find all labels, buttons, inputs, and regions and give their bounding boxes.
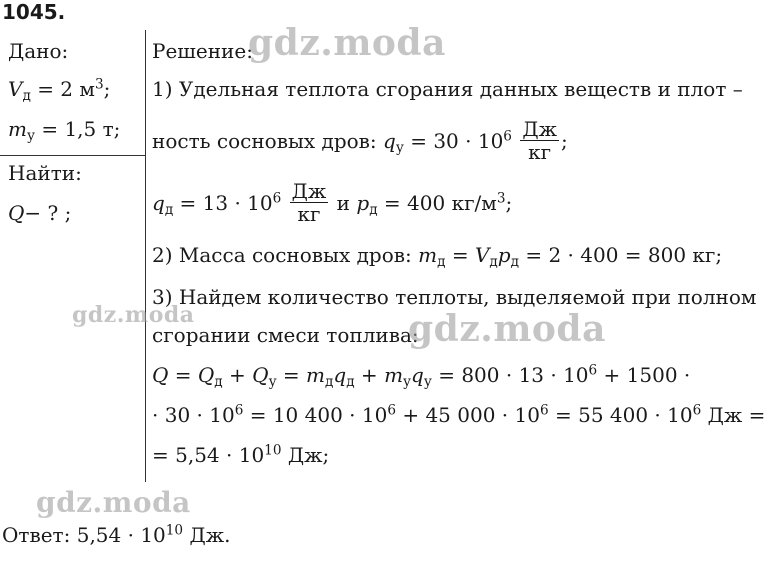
given-mass-value: = 1,5 т; — [41, 117, 121, 141]
calc-part3: + 45 000 · 10 — [395, 403, 540, 427]
vertical-divider — [145, 30, 146, 482]
symbol-q: q — [383, 129, 396, 153]
symbol-q: q — [411, 363, 424, 387]
watermark: gdz.moda — [72, 302, 195, 328]
sub-d: д — [510, 253, 519, 270]
sub-d: д — [22, 87, 31, 104]
exp-6: 6 — [272, 190, 282, 207]
q-line-mid: = 800 · 13 · 10 — [431, 363, 589, 387]
calc-part1: · 30 · 10 — [152, 403, 235, 427]
semicolon: ; — [560, 129, 568, 153]
given-mass — [8, 116, 120, 142]
sub-d: д — [489, 253, 498, 270]
answer-exp: 10 — [165, 522, 184, 539]
sub-y: у — [423, 373, 432, 390]
sub-d: д — [214, 373, 223, 390]
given-volume — [8, 76, 110, 102]
symbol-p: p — [356, 191, 370, 215]
calc-part5: Дж = — [701, 403, 765, 427]
unit-numerator: Дж — [522, 117, 557, 141]
exp-6: 6 — [387, 402, 396, 419]
answer-label: Ответ: — [2, 523, 77, 547]
qd-value: = 13 · 10 — [173, 191, 273, 215]
unit-fraction — [290, 180, 329, 225]
eq: = — [168, 363, 198, 387]
find-q-text: − ? ; — [24, 201, 72, 225]
symbol-q-big: Q — [8, 201, 25, 225]
find-title: Найти: — [8, 161, 82, 185]
pd-value: = 400 кг/м — [377, 191, 497, 215]
step2-line — [152, 242, 722, 268]
symbol-p: p — [497, 243, 511, 267]
q-equation-line — [152, 362, 690, 388]
exp-10: 10 — [264, 442, 282, 459]
symbol-m: m — [384, 363, 404, 387]
symbol-m: m — [306, 363, 326, 387]
symbol-m: m — [418, 243, 438, 267]
solution-title: Решение: — [152, 39, 253, 63]
eq: = — [276, 363, 307, 387]
exp-6: 6 — [503, 128, 512, 145]
step1-line3 — [152, 179, 513, 227]
given-volume-value: = 2 м — [37, 77, 95, 101]
symbol-q: q — [152, 191, 165, 215]
unit-denominator: кг — [528, 140, 552, 164]
symbol-q-big: Q — [197, 363, 215, 387]
symbol-q-big: Q — [152, 363, 169, 387]
watermark: gdz.moda — [408, 308, 606, 350]
symbol-m: m — [8, 117, 27, 141]
step2-eq: = 2 · 400 = 800 кг; — [518, 243, 723, 267]
step1-line2 — [152, 117, 568, 165]
symbol-q: q — [333, 363, 347, 387]
unit-denominator: кг — [297, 202, 321, 226]
sub-d: д — [325, 373, 334, 390]
exp-6: 6 — [539, 402, 549, 419]
sub-d: д — [346, 373, 355, 390]
plus: + — [222, 363, 253, 387]
sub-y: у — [403, 373, 412, 390]
calc-line1 — [152, 402, 765, 428]
calc-line2-end: Дж; — [281, 443, 330, 467]
given-title: Дано: — [8, 39, 69, 63]
calc-line2 — [152, 442, 329, 468]
answer-line — [2, 522, 230, 548]
sub-d: д — [164, 201, 174, 218]
unit-numerator: Дж — [291, 179, 327, 203]
calc-part2: = 10 400 · 10 — [243, 403, 388, 427]
exp-3: 3 — [94, 76, 104, 93]
given-volume-end: ; — [103, 77, 111, 101]
exp-6: 6 — [692, 402, 702, 419]
semicolon: ; — [505, 191, 513, 215]
watermark: gdz.moda — [36, 486, 191, 519]
exp-3: 3 — [496, 190, 506, 207]
eq: = — [445, 243, 475, 267]
step1-line2-text: ность сосновых дров: — [152, 129, 384, 153]
watermark: gdz.moda — [248, 22, 446, 64]
problem-number: 1045. — [2, 0, 66, 24]
step3-line2: сгорании смеси топлива: — [152, 323, 419, 347]
sub-y: у — [268, 373, 277, 390]
sub-d: д — [369, 201, 378, 218]
exp-6: 6 — [588, 362, 598, 379]
step2-text: 2) Масса сосновых дров: — [152, 243, 419, 267]
symbol-v: V — [474, 243, 490, 267]
unit-fraction — [520, 118, 559, 163]
step1-line1: 1) Удельная теплота сгорания данных веществ и плот – — [152, 77, 743, 101]
answer-unit: Дж. — [183, 523, 231, 547]
exp-6: 6 — [234, 402, 244, 419]
step3-line1: 3) Найдем количество теплоты, выделяемой при полном — [152, 285, 757, 309]
symbol-v: V — [8, 77, 23, 101]
find-q — [8, 200, 71, 226]
sub-d: д — [437, 253, 446, 270]
answer-value: 5,54 · 10 — [76, 523, 166, 547]
calc-part4: = 55 400 · 10 — [548, 403, 693, 427]
symbol-q-big: Q — [252, 363, 269, 387]
sub-y: у — [26, 127, 35, 144]
plus: + — [354, 363, 385, 387]
q-line-end: + 1500 · — [597, 363, 691, 387]
horizontal-divider — [0, 155, 146, 156]
calc-line2-value: = 5,54 · 10 — [152, 443, 265, 467]
and-word: и — [330, 191, 357, 215]
qy-value: = 30 · 10 — [403, 129, 504, 153]
sub-y: у — [395, 139, 404, 156]
